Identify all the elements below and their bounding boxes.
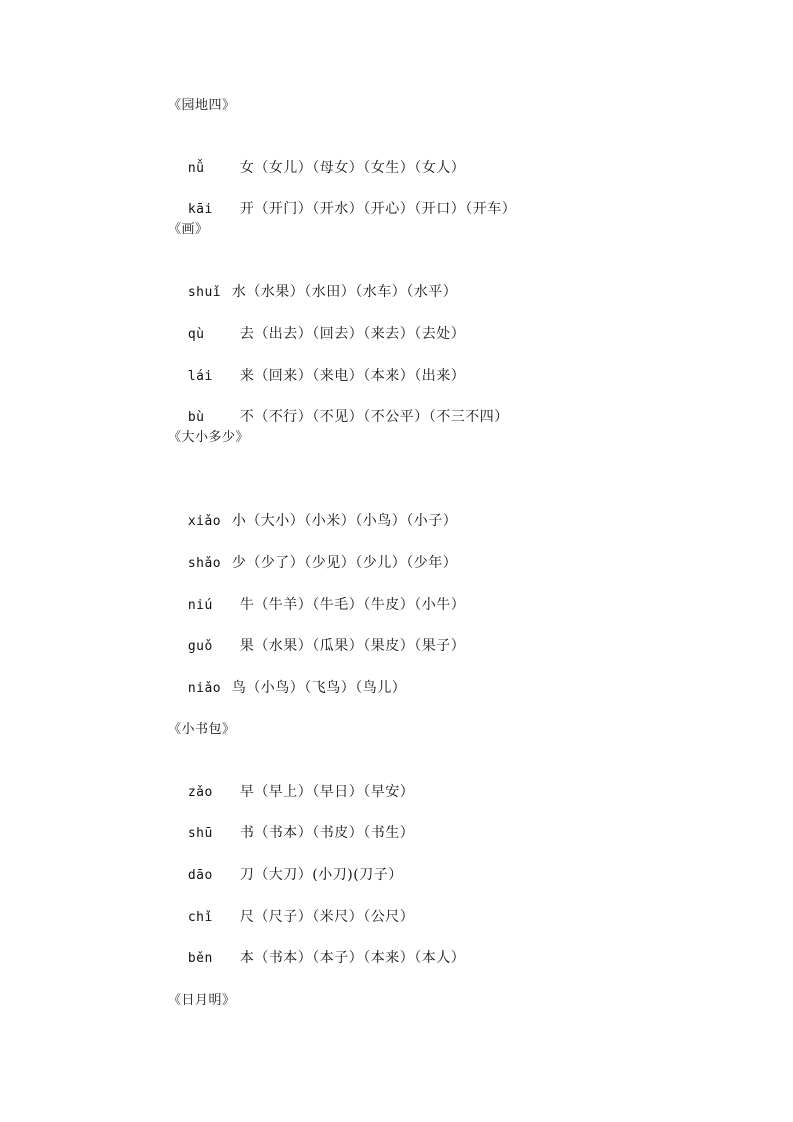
character: 尺	[239, 909, 255, 925]
word-list: （少了）（少见）（少儿）（少年）	[246, 555, 458, 571]
word-list: （早上）（早日）（早安）	[254, 784, 415, 800]
pinyin: xiǎo	[187, 514, 222, 529]
character: 女	[239, 160, 255, 176]
word-list: （大刀）(小刀)(刀子）	[254, 867, 403, 883]
pinyin: kāi	[187, 202, 213, 217]
character: 开	[239, 201, 255, 217]
character: 水	[231, 284, 247, 300]
word-list: （水果）（瓜果）（果皮）（果子）	[254, 638, 466, 654]
section-heading: 《小书包》	[168, 722, 236, 737]
word-list: （书本）（书皮）（书生）	[254, 825, 415, 841]
word-list: （水果）（水田）（水车）（水平）	[246, 284, 458, 300]
character: 本	[239, 950, 255, 966]
vocab-entry	[168, 928, 465, 989]
vocab-entry	[168, 179, 516, 240]
vocab-entry	[168, 658, 406, 719]
word-list: （开门）（开水）（开心）（开口）（开车）	[254, 201, 517, 217]
pinyin: shū	[187, 826, 213, 841]
character: 刀	[239, 867, 255, 883]
pinyin: niǎo	[187, 681, 222, 696]
section-heading: 《园地四》	[168, 98, 236, 113]
pinyin: niú	[187, 598, 213, 613]
pinyin: bù	[187, 410, 205, 425]
character: 早	[239, 784, 255, 800]
pinyin: dāo	[187, 868, 213, 883]
word-list: （回来）（来电）（本来）（出来）	[254, 368, 466, 384]
pinyin: nǚ	[187, 161, 205, 176]
pinyin: shuǐ	[187, 285, 222, 300]
word-list: （不行）（不见）（不公平）（不三不四）	[254, 409, 509, 425]
character: 来	[239, 368, 255, 384]
character: 去	[239, 326, 255, 342]
section-heading: 《画》	[168, 222, 209, 237]
word-list: （牛羊）（牛毛）（牛皮）（小牛）	[254, 597, 466, 613]
word-list: （大小）（小米）（小鸟）（小子）	[246, 513, 458, 529]
pinyin: chǐ	[187, 910, 213, 925]
word-list: （尺子）（米尺）（公尺）	[254, 909, 415, 925]
word-list: （书本）（本子）（本来）（本人）	[254, 950, 466, 966]
character: 少	[231, 555, 247, 571]
pinyin: guǒ	[187, 639, 213, 654]
character: 不	[239, 409, 255, 425]
character: 牛	[239, 597, 255, 613]
section-heading: 《日月明》	[168, 993, 236, 1008]
word-list: （出去）（回去）（来去）（去处）	[254, 326, 466, 342]
character: 小	[231, 513, 247, 529]
pinyin: shǎo	[187, 556, 222, 571]
word-list: （女儿）（母女）（女生）（女人）	[254, 160, 466, 176]
pinyin: zǎo	[187, 785, 213, 800]
pinyin: běn	[187, 951, 213, 966]
word-list: （小鸟）（飞鸟）（鸟儿）	[246, 680, 407, 696]
pinyin: qù	[187, 327, 205, 342]
section-heading: 《大小多少》	[168, 430, 250, 445]
character: 鸟	[231, 680, 247, 696]
pinyin: lái	[187, 369, 213, 384]
character: 果	[239, 638, 255, 654]
character: 书	[239, 825, 255, 841]
